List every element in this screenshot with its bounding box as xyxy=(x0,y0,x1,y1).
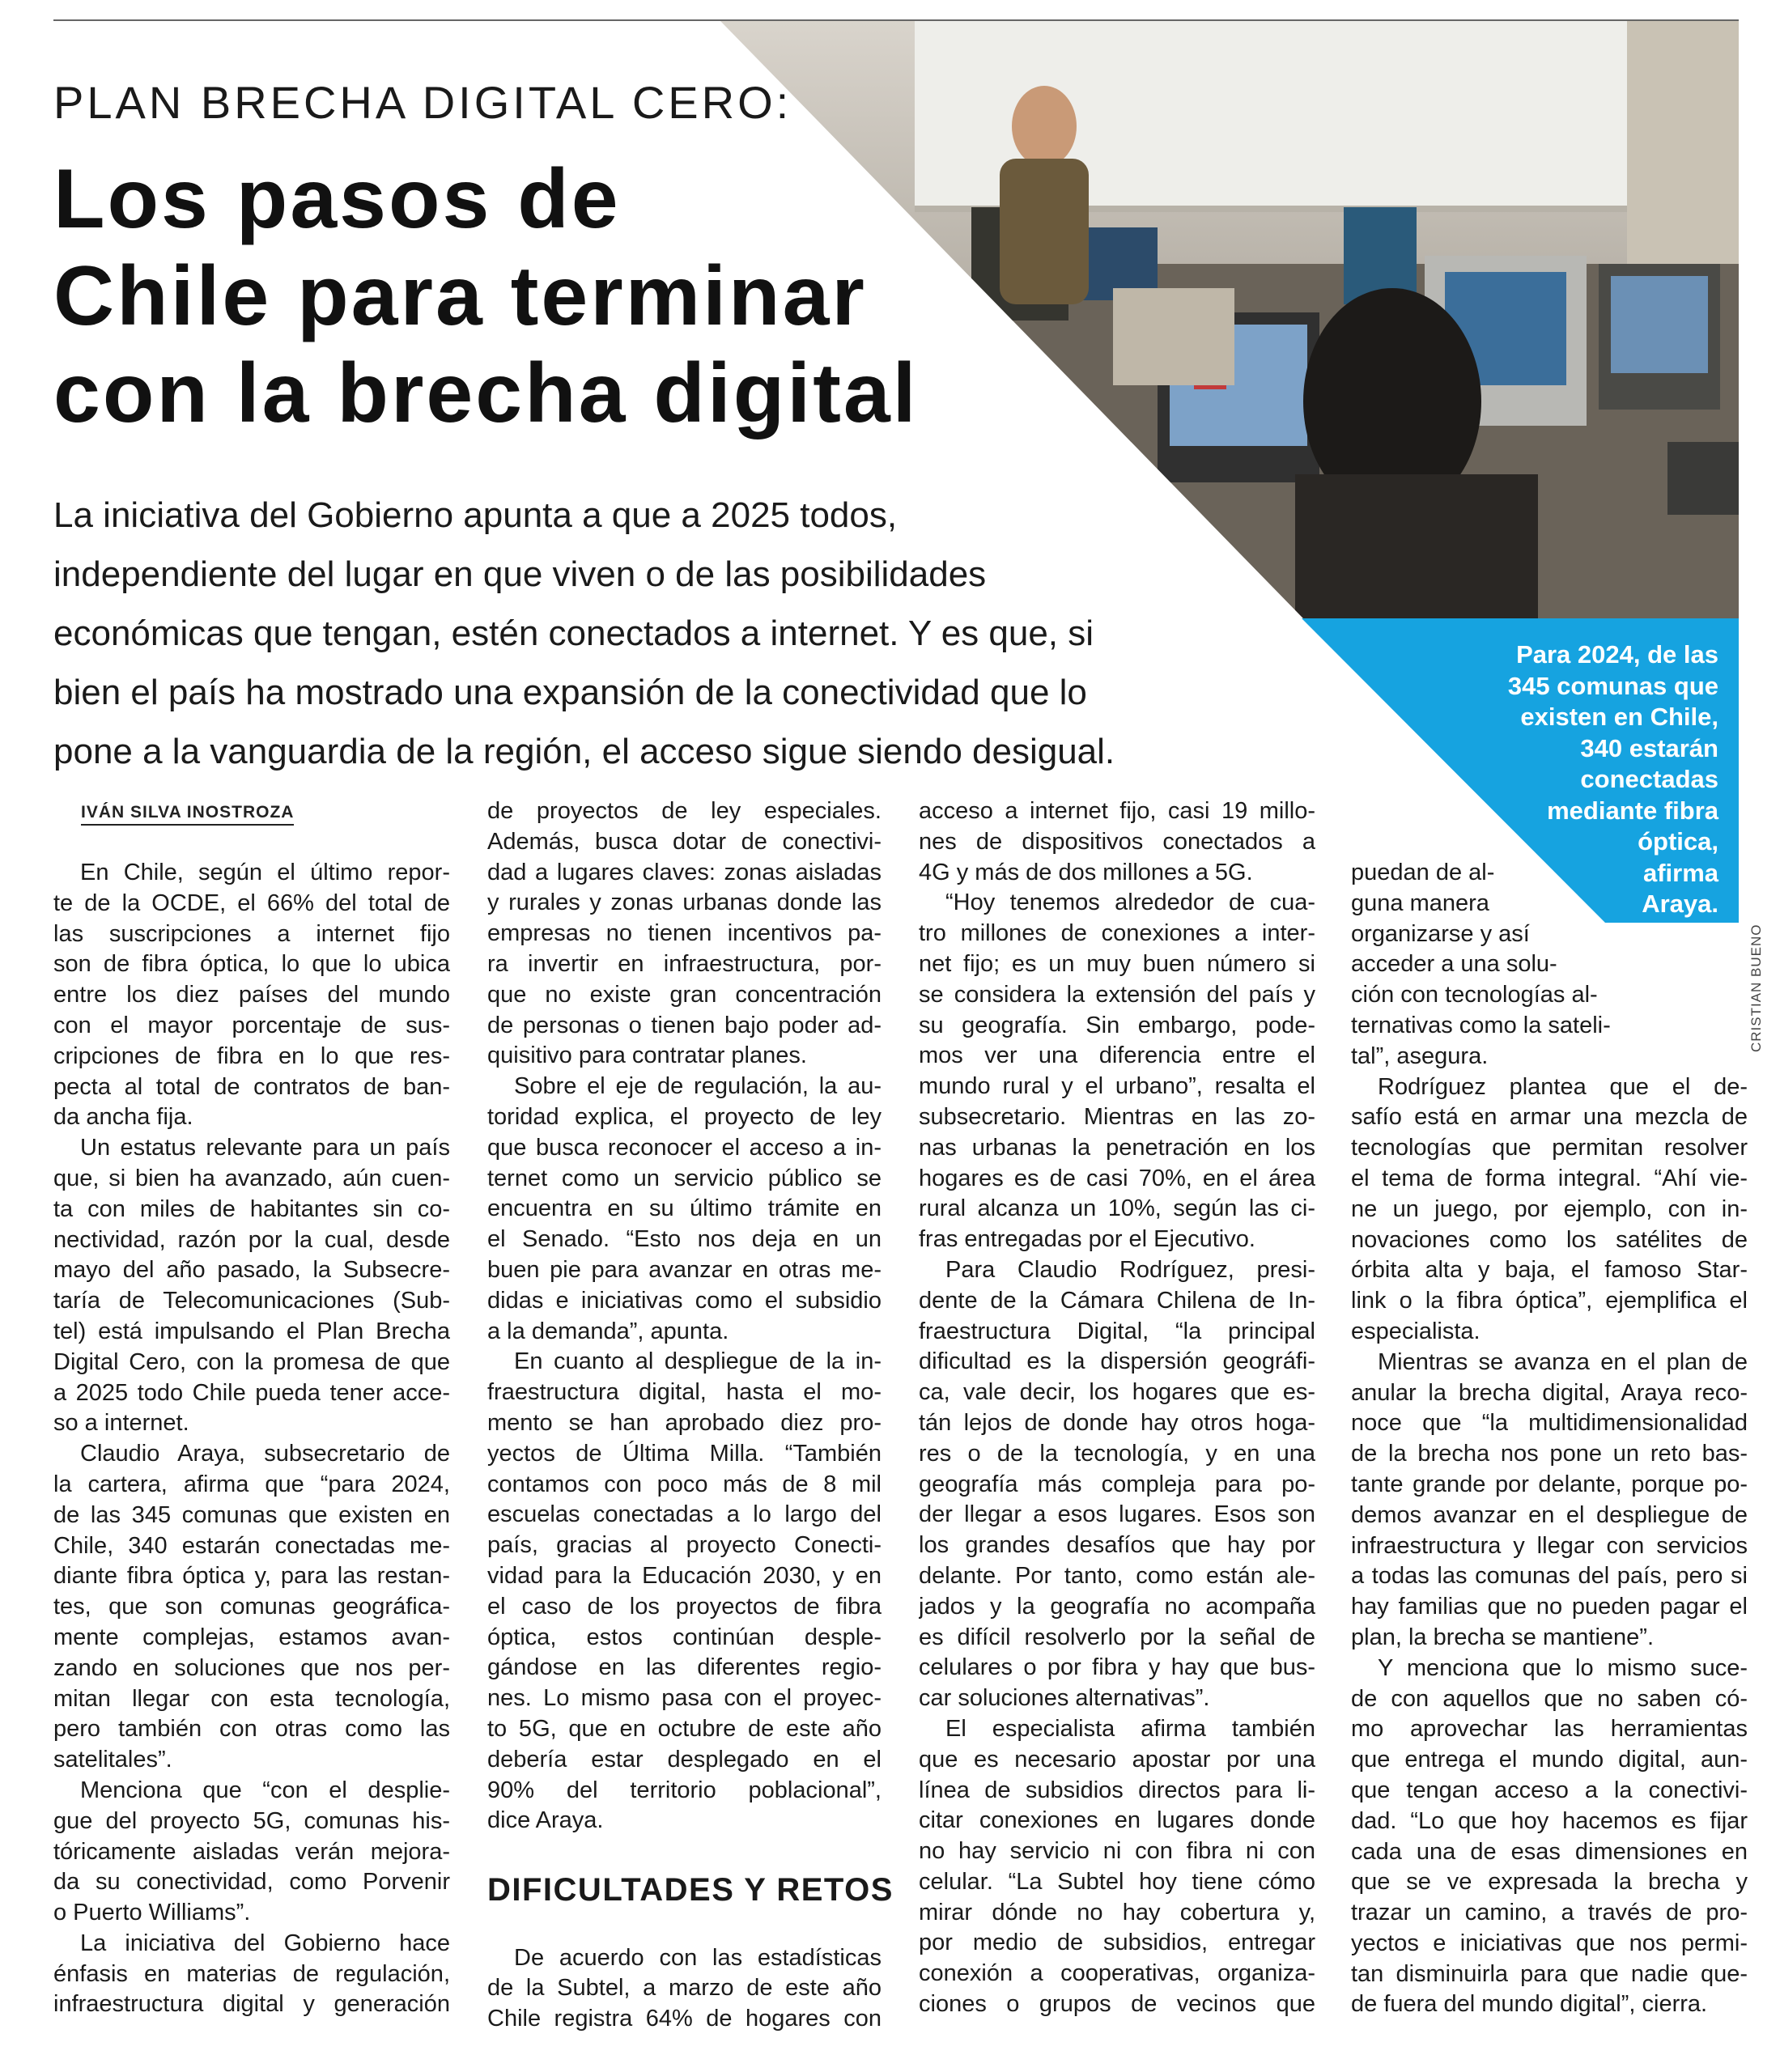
article-line: el tema de forma integral. “Ahí vie- xyxy=(1351,1165,1748,1191)
article-line: nes de dispositivos conectados a xyxy=(919,828,1315,855)
article-line: quisitivo para contratar planes. xyxy=(487,1042,807,1069)
article-line: tecnologías que permitan resolver xyxy=(1351,1135,1748,1161)
article-line: El especialista afirma también xyxy=(945,1715,1315,1742)
pull-quote-line: existen en Chile, xyxy=(1520,703,1718,731)
article-line: La iniciativa del Gobierno hace xyxy=(80,1930,450,1956)
article-line: por medio de subsidios, entregar xyxy=(919,1930,1315,1956)
article-line: Rodríguez plantea que el de- xyxy=(1378,1073,1748,1100)
article-line: subsecretario. Mientras en las zo- xyxy=(919,1103,1315,1130)
article-line: trazar un camino, a través de pro- xyxy=(1351,1900,1748,1926)
article-line: buen pie para avanzar en otras me- xyxy=(487,1256,882,1283)
article-line: de proyectos de ley especiales. xyxy=(487,798,882,824)
article-line: empresas no tienen incentivos pa- xyxy=(487,920,882,947)
article-line: que se ve expresada la brecha y xyxy=(1351,1869,1748,1896)
article-line: infraestructura y llegar con servicios xyxy=(1351,1532,1748,1559)
article-line: dificultad es la dispersión geográfi- xyxy=(919,1348,1315,1375)
article-line: de fuera del mundo digital”, cierra. xyxy=(1351,1991,1708,2018)
article-line: que busca reconocer el acceso a in- xyxy=(487,1134,882,1161)
article-line: el caso de los proyectos de fibra xyxy=(487,1593,882,1620)
article-line: fraestructura digital, hasta el mo- xyxy=(487,1379,882,1406)
article-line: mirar dónde no hay cobertura y, xyxy=(919,1899,1315,1926)
article-line: pecta al total de contratos de ban- xyxy=(53,1073,450,1100)
article-line: rural alcanza un 10%, según las ci- xyxy=(919,1195,1315,1222)
article-line: safío está en armar una mezcla de xyxy=(1351,1104,1748,1131)
dek-line: independiente del lugar en que viven o de las posibilidades xyxy=(53,554,987,594)
article-line: “Hoy tenemos alrededor de cua- xyxy=(945,890,1315,916)
article-line: a la demanda”, apunta. xyxy=(487,1318,729,1344)
article-line: ca, vale decir, los hogares que es- xyxy=(919,1379,1315,1406)
article-line: da ancha fija. xyxy=(53,1104,193,1131)
article-line: tóricamente aisladas verán mejora- xyxy=(53,1838,450,1865)
article-line: citar conexiones en lugares donde xyxy=(919,1807,1315,1834)
article-line: que entrega el mundo digital, aun- xyxy=(1351,1747,1748,1773)
article-line: debería estar desplegado en el xyxy=(487,1746,882,1773)
article-line: pero también con otras como las xyxy=(53,1716,450,1743)
article-line: fraestructura Digital, “la principal xyxy=(919,1318,1315,1344)
article-line: la cartera, afirma que “para 2024, xyxy=(53,1471,450,1497)
article-line: énfasis en materias de regulación, xyxy=(53,1960,450,1987)
article-line: óptica, estos continúan desple- xyxy=(487,1624,882,1650)
article-line: hay familias que no pueden pagar el xyxy=(1351,1594,1748,1620)
article-line: hogares es de casi 70%, en el área xyxy=(919,1165,1315,1191)
article-line: órbita alta y baja, el famoso Star- xyxy=(1351,1257,1748,1284)
article-line: acceder a una solu- xyxy=(1351,951,1557,978)
article-line: fras entregadas por el Ejecutivo. xyxy=(919,1226,1255,1253)
article-line: net fijo; es un muy buen número si xyxy=(919,950,1315,977)
article-line: celular. “La Subtel hoy tiene cómo xyxy=(919,1868,1315,1895)
article-line: nes. Lo mismo pasa con el proyec- xyxy=(487,1685,882,1712)
pull-quote-line: Araya. xyxy=(1642,890,1718,918)
dek-line: económicas que tengan, estén conectados a internet. Y es que, si xyxy=(53,614,1094,653)
article-line: zando en soluciones que nos per- xyxy=(53,1654,450,1681)
article-line: noce que “la multidimensionalidad xyxy=(1351,1410,1748,1437)
article-line: ternet como un servicio público se xyxy=(487,1165,882,1191)
article-line: que, si bien ha avanzado, aún cuen- xyxy=(53,1165,450,1191)
article-line: dice Araya. xyxy=(487,1807,604,1834)
article-line: y rurales y zonas urbanas donde las xyxy=(487,890,882,916)
dek xyxy=(53,486,1227,781)
pull-quote-line: óptica, xyxy=(1638,827,1718,856)
photo-credit: CRISTIAN BUENO xyxy=(1748,923,1764,1052)
article-line: yectos de Última Milla. “También xyxy=(487,1440,882,1467)
spacer xyxy=(487,1913,882,1943)
article-line: dente de la Cámara Chilena de In- xyxy=(919,1287,1315,1314)
article-line: Sobre el eje de regulación, la au- xyxy=(514,1073,882,1100)
article-line: que no existe gran concentración xyxy=(487,981,882,1008)
article-line: Mientras se avanza en el plan de xyxy=(1378,1348,1748,1375)
article-line: Y menciona que lo mismo suce- xyxy=(1378,1654,1748,1681)
article-line: celulares o por fibra y hay que bus- xyxy=(919,1654,1315,1681)
pull-quote-line: conectadas xyxy=(1580,765,1718,793)
dek-line: La iniciativa del Gobierno apunta a que a 2025 todos, xyxy=(53,495,898,535)
article-line: contamos con poco más de 8 mil xyxy=(487,1471,882,1497)
pull-quote-line: 340 estarán xyxy=(1580,733,1718,762)
article-line: tan disminuirla para que nadie que- xyxy=(1351,1960,1748,1987)
article-line: de la brecha nos pone un reto bas- xyxy=(1351,1441,1748,1467)
article-line: ciones o grupos de vecinos que xyxy=(919,1991,1315,2018)
article-line: ternativas como la sateli- xyxy=(1351,1012,1611,1038)
article-line: cripciones de fibra en lo que res- xyxy=(53,1042,450,1069)
article-line: ne un juego, por ejemplo, con in- xyxy=(1351,1195,1748,1222)
article-line: Además, busca dotar de conectivi- xyxy=(487,828,882,855)
pull-quote-line: mediante fibra xyxy=(1547,796,1718,825)
article-line: mo aprovechar las herramientas xyxy=(1351,1716,1748,1743)
article-line: no hay servicio ni con fibra ni con xyxy=(919,1838,1315,1865)
article-line: car soluciones alternativas”. xyxy=(919,1685,1210,1712)
article-line: con el mayor porcentaje de sus- xyxy=(53,1012,450,1038)
article-line: o Puerto Williams”. xyxy=(53,1900,251,1926)
article-line: Claudio Araya, subsecretario de xyxy=(80,1441,450,1467)
article-line: de con aquellos que no saben có- xyxy=(1351,1685,1748,1712)
article-line: da su conectividad, como Porvenir xyxy=(53,1869,450,1896)
article-line: link o la fibra óptica”, ejemplifica el xyxy=(1351,1288,1748,1314)
article-line: de personas o tienen bajo poder ad- xyxy=(487,1012,882,1038)
pull-quote-line: Para 2024, de las xyxy=(1516,640,1718,669)
article-line: plan, la brecha se mantiene”. xyxy=(1351,1624,1654,1650)
article-line: Chile registra 64% de hogares con xyxy=(487,2006,882,2032)
article-line: mos ver una diferencia entre el xyxy=(919,1042,1315,1069)
article-line: novaciones como los satélites de xyxy=(1351,1226,1748,1253)
byline: IVÁN SILVA INOSTROZA xyxy=(81,803,294,826)
article-line: tro millones de conexiones a inter- xyxy=(919,920,1315,947)
article-line: Digital Cero, con la promesa de que xyxy=(53,1348,450,1375)
article-line: mente complejas, estamos avan- xyxy=(53,1624,450,1650)
article-column-3 xyxy=(919,796,1315,2020)
article-line: infraestructura digital y generación xyxy=(53,1991,450,2018)
article-line: res o de la tecnología, y en una xyxy=(919,1440,1315,1467)
article-line: diante fibra óptica y, para las restan- xyxy=(53,1563,450,1590)
article-line: Para Claudio Rodríguez, presi- xyxy=(945,1256,1315,1283)
headline-line: con la brecha digital xyxy=(53,346,919,440)
article-line: el Senado. “Esto nos deja en un xyxy=(487,1226,882,1253)
article-line: didas e iniciativas como el subsidio xyxy=(487,1287,882,1314)
pull-quote-line: 345 comunas que xyxy=(1507,671,1718,700)
article-line: so a internet. xyxy=(53,1410,189,1437)
article-line: ción con tecnologías al- xyxy=(1351,982,1598,1008)
article-line: 90% del territorio poblacional”, xyxy=(487,1777,882,1803)
article-line: cada una de esas dimensiones en xyxy=(1351,1838,1748,1865)
article-line: En cuanto al despliegue de la in- xyxy=(514,1348,882,1375)
article-line: Un estatus relevante para un país xyxy=(80,1135,450,1161)
article-line: der llegar a esos lugares. Esos son xyxy=(919,1501,1315,1528)
article-line: te de la OCDE, el 66% del total de xyxy=(53,890,450,916)
article-line: su geografía. Sin embargo, pode- xyxy=(919,1012,1315,1038)
article-line: son de fibra óptica, lo que lo ubica xyxy=(53,951,450,978)
article-line: ra invertir en infraestructura, por- xyxy=(487,950,882,977)
article-line: acceso a internet fijo, casi 19 millo- xyxy=(919,798,1315,824)
headline-line: Los pasos de xyxy=(53,152,621,246)
article-line: gándose en las diferentes regio- xyxy=(487,1654,882,1681)
article-line: delante. Por tanto, como están ale- xyxy=(919,1562,1315,1589)
article-line: Menciona que “con el desplie- xyxy=(80,1777,450,1803)
article-line: organizarse y así xyxy=(1351,920,1530,947)
article-line: mayo del año pasado, la Subsecre- xyxy=(53,1257,450,1284)
article-line: conexión a cooperativas, organiza- xyxy=(919,1960,1315,1987)
article-line: puedan de al- xyxy=(1351,860,1495,885)
article-line: nas urbanas la penetración en los xyxy=(919,1134,1315,1161)
article-line: mitan llegar con esta tecnología, xyxy=(53,1685,450,1712)
article-line: dad a lugares claves: zonas aisladas xyxy=(487,859,882,885)
article-line: las suscripciones a internet fijo xyxy=(53,920,450,947)
article-line: gue del proyecto 5G, comunas his- xyxy=(53,1807,450,1834)
article-line: tán lejos de donde hay otros hoga- xyxy=(919,1409,1315,1436)
article-column-1 xyxy=(53,858,450,2020)
article-line: tel) está impulsando el Plan Brecha xyxy=(53,1318,450,1344)
article-line: toridad explica, el proyecto de ley xyxy=(487,1103,882,1130)
article-line: encuentra en su último trámite en xyxy=(487,1195,882,1222)
dek-line: pone a la vanguardia de la región, el acceso sigue siendo desigual. xyxy=(53,732,1115,771)
article-line: entre los diez países del mundo xyxy=(53,982,450,1008)
article-line: los grandes desafíos que hay por xyxy=(919,1532,1315,1559)
article-line: geografía más compleja para po- xyxy=(919,1471,1315,1497)
section-subhead: DIFICULTADES Y RETOS xyxy=(487,1871,894,1908)
article-line: de la Subtel, a marzo de este año xyxy=(487,1975,882,2002)
pull-quote-line: afirma xyxy=(1642,858,1718,887)
article-line: mundo rural y el urbano”, resalta el xyxy=(919,1073,1315,1100)
article-line: tal”, asegura. xyxy=(1351,1042,1489,1069)
article-line: a todas las comunas del país, pero si xyxy=(1351,1563,1748,1590)
article-line: vidad para la Educación 2030, y en xyxy=(487,1562,882,1589)
article-line: En Chile, según el último repor- xyxy=(80,860,450,885)
article-line: guna manera xyxy=(1351,890,1489,916)
headline xyxy=(53,151,960,442)
article-line: De acuerdo con las estadísticas xyxy=(514,1944,882,1971)
article-line: que es necesario apostar por una xyxy=(919,1746,1315,1773)
kicker: PLAN BRECHA DIGITAL CERO: xyxy=(53,77,792,128)
article-line: especialista. xyxy=(1351,1318,1481,1344)
article-line: a 2025 todo Chile pueda tener acce- xyxy=(53,1379,450,1406)
article-line: satelitales”. xyxy=(53,1747,172,1773)
article-line: nectividad, razón por la cual, desde xyxy=(53,1226,450,1253)
article-line: taría de Telecomunicaciones (Sub- xyxy=(53,1288,450,1314)
article-line: 4G y más de dos millones a 5G. xyxy=(919,859,1253,885)
article-line: yectos e iniciativas que nos permi- xyxy=(1351,1930,1748,1956)
article-line: tante grande por delante, porque po- xyxy=(1351,1471,1748,1497)
article-line: país, gracias al proyecto Conecti- xyxy=(487,1532,882,1559)
article-line: demos avanzar en el despliegue de xyxy=(1351,1501,1748,1528)
article-line: es difícil resolverlo por la señal de xyxy=(919,1624,1315,1650)
article-line: ta con miles de habitantes sin co- xyxy=(53,1195,450,1222)
spacer xyxy=(487,1836,882,1867)
headline-line: Chile para terminar xyxy=(53,249,867,343)
article-line: escuelas conectadas a lo largo del xyxy=(487,1501,882,1528)
article-line: se considera la extensión del país y xyxy=(919,981,1315,1008)
article-column-2 xyxy=(487,796,894,2035)
article-line: tes, que son comunas geográfica- xyxy=(53,1594,450,1620)
dek-line: bien el país ha mostrado una expansión de la conectividad que lo xyxy=(53,673,1087,712)
article-line: anular la brecha digital, Araya reco- xyxy=(1351,1379,1748,1406)
article-column-4 xyxy=(1351,858,1748,2020)
article-line: que tengan acceso a la conectivi- xyxy=(1351,1777,1748,1803)
article-line: mento se han aprobado diez pro- xyxy=(487,1409,882,1436)
article-line: línea de subsidios directos para li- xyxy=(919,1777,1315,1803)
article-line: to 5G, que en octubre de este año xyxy=(487,1715,882,1742)
article-line: jados y la geografía no acompaña xyxy=(919,1593,1315,1620)
article-line: de las 345 comunas que existen en xyxy=(53,1501,450,1528)
article-line: Chile, 340 estarán conectadas me- xyxy=(53,1532,450,1559)
article-line: dad. “Lo que hoy hacemos es fijar xyxy=(1351,1807,1748,1834)
